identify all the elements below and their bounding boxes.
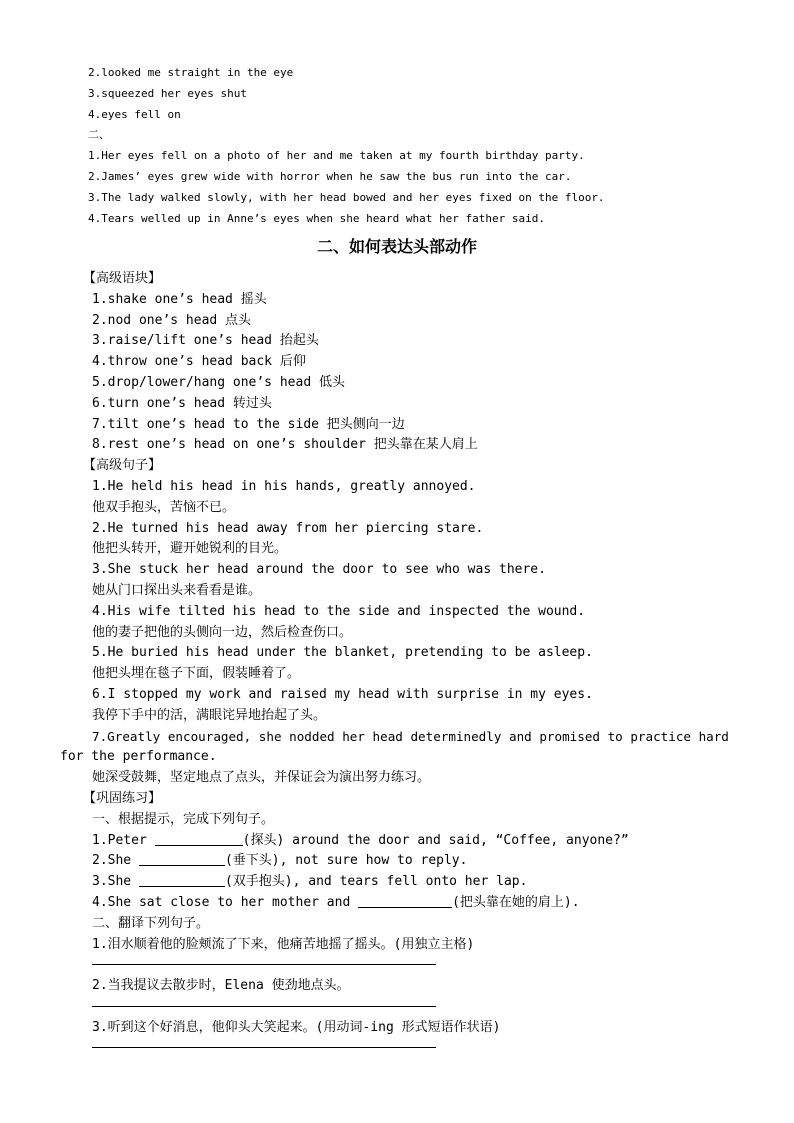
sentence-chinese: 她从门口探出头来看看是谁。 xyxy=(92,582,262,598)
chunk-item: 4.throw one’s head back 后仰 xyxy=(92,354,306,370)
part2-title: 二、翻译下列句子。 xyxy=(92,915,210,931)
sentence-english: 1.He held his head in his hands, greatly annoyed. xyxy=(92,478,476,494)
fill-hint: (双手抱头), and tears fell onto her lap. xyxy=(224,874,528,890)
chunks-header: 【高级语块】 xyxy=(83,271,162,286)
sentence-chinese: 她深受鼓舞，坚定地点了点头，并保证会为演出努力练习。 xyxy=(92,770,431,786)
answer-line: 2.looked me straight in the eye xyxy=(88,66,294,79)
fill-prefix: 3.She xyxy=(92,874,139,890)
answer-rule xyxy=(92,964,436,965)
answer-line: 1.Her eyes fell on a photo of her and me taken at my fourth birthday party. xyxy=(88,149,585,163)
answer-line[interactable] xyxy=(92,1038,752,1059)
sentence-chinese: 他的妻子把他的头侧向一边，然后检查伤口。 xyxy=(92,624,353,640)
sentence-english-continued: for the performance. xyxy=(60,749,217,765)
answer-section-label: 二、 xyxy=(88,128,110,142)
part1-title: 一、根据提示，完成下列句子。 xyxy=(92,811,275,827)
answer-line: 3.The lady walked slowly, with her head bowed and her eyes fixed on the floor. xyxy=(88,190,605,204)
sentences-header: 【高级句子】 xyxy=(83,458,162,474)
fill-blank[interactable] xyxy=(358,894,452,908)
fill-blank[interactable] xyxy=(139,873,225,887)
translate-item: 1.泪水顺着他的脸颊流了下来，他痛苦地摇了摇头。(用独立主格) xyxy=(92,936,475,952)
sentence-english: 3.She stuck her head around the door to see who was there. xyxy=(92,562,546,578)
chunk-item: 7.tilt one’s head to the side 把头侧向一边 xyxy=(92,416,405,432)
sentence-chinese: 他把头埋在毯子下面，假装睡着了。 xyxy=(92,666,301,682)
fill-blank[interactable] xyxy=(139,852,225,866)
fill-item xyxy=(92,851,752,872)
translate-item: 2.当我提议去散步时，Elena 使劲地点头。 xyxy=(92,978,350,994)
sentence-english: 2.He turned his head away from her piercing stare. xyxy=(92,520,484,536)
sentence-chinese: 我停下手中的活，满眼诧异地抬起了头。 xyxy=(92,707,327,723)
fill-item xyxy=(92,893,752,914)
answer-line: 4.eyes fell on xyxy=(88,107,181,121)
section-title: 二、如何表达头部动作 xyxy=(316,237,477,256)
fill-item xyxy=(92,831,752,852)
answer-line[interactable] xyxy=(92,955,752,976)
fill-prefix: 1.Peter xyxy=(92,832,155,848)
sentence-english: 6.I stopped my work and raised my head with surprise in my eyes. xyxy=(92,686,593,702)
previous-answers xyxy=(88,63,768,229)
fill-blank[interactable] xyxy=(155,832,243,846)
fill-item xyxy=(92,872,752,893)
sentence-english: 5.He buried his head under the blanket, pretending to be asleep. xyxy=(92,645,593,661)
answer-line: 4.Tears welled up in Anne’s eyes when she heard what her father said. xyxy=(88,211,545,225)
answer-line: 2.James’ eyes grew wide with horror when he saw the bus run into the car. xyxy=(88,169,572,183)
answer-rule xyxy=(92,1006,436,1007)
chunk-item: 8.rest one’s head on one’s shoulder 把头靠在某人肩上 xyxy=(92,437,478,453)
practice-header: 【巩固练习】 xyxy=(83,790,162,806)
translate-item: 3.听到这个好消息，他仰头大笑起来。(用动词-ing 形式短语作状语) xyxy=(92,1019,501,1035)
fill-hint: (垂下头), not sure how to reply. xyxy=(224,853,468,869)
fill-prefix: 4.She sat close to her mother and xyxy=(92,894,359,910)
fill-hint: (探头) around the door and said, “Coffee, anyone?” xyxy=(242,832,629,848)
sentence-english: 7.Greatly encouraged, she nodded her head determinedly and promised to practice hard xyxy=(92,728,729,744)
sentence-chinese: 他双手抱头，苦恼不已。 xyxy=(92,499,236,515)
fill-hint: (把头靠在她的肩上). xyxy=(452,894,580,910)
answer-line[interactable] xyxy=(92,997,752,1018)
sentence-chinese: 他把头转开，避开她锐利的目光。 xyxy=(92,541,288,557)
chunk-item: 5.drop/lower/hang one’s head 低头 xyxy=(92,374,345,390)
main-content xyxy=(60,269,752,1059)
chunk-item: 2.nod one’s head 点头 xyxy=(92,312,252,328)
fill-prefix: 2.She xyxy=(92,853,139,869)
chunk-item: 6.turn one’s head 转过头 xyxy=(92,395,272,411)
chunk-item: 3.raise/lift one’s head 抬起头 xyxy=(92,333,319,349)
sentence-english: 4.His wife tilted his head to the side and inspected the wound. xyxy=(92,603,586,619)
answer-rule xyxy=(92,1047,436,1048)
answer-line: 3.squeezed her eyes shut xyxy=(88,86,247,100)
chunk-item: 1.shake one’s head 摇头 xyxy=(92,291,267,307)
